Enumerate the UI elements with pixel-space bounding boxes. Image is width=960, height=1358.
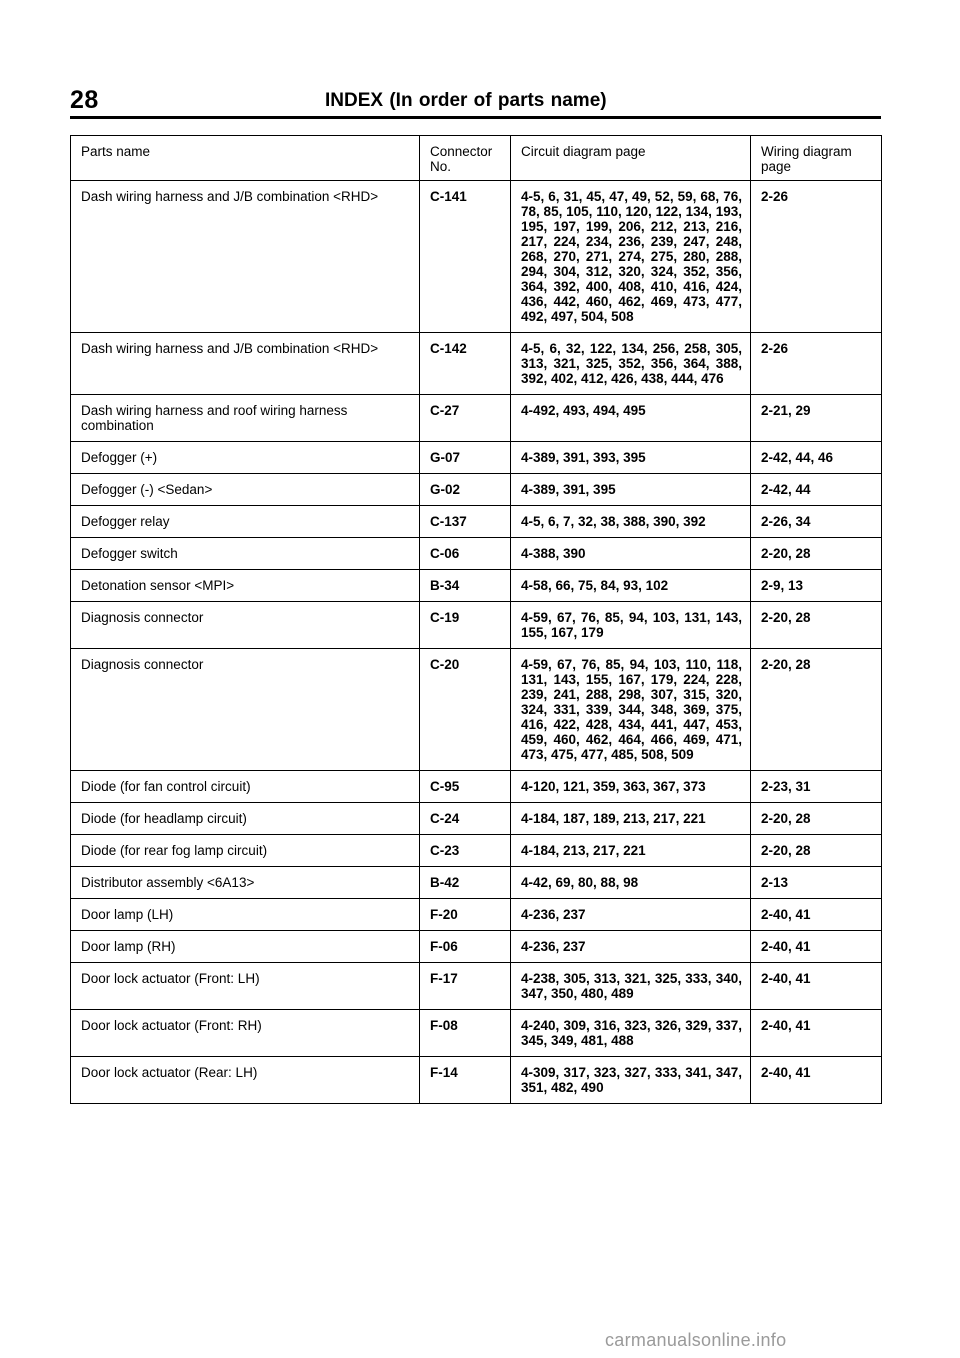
wiring-page-cell: 2-23, 31 <box>751 771 882 803</box>
wiring-page-cell: 2-26 <box>751 181 882 333</box>
circuit-page-cell: 4-5, 6, 7, 32, 38, 388, 390, 392 <box>511 506 751 538</box>
table-row <box>71 1010 882 1057</box>
circuit-page-cell: 4-59, 67, 76, 85, 94, 103, 110, 118, 131, 143, 155, 167, 179, 224, 228, 239, 241, 288, 298, 307, 315, 320, 324, 331, 339, 344, 348, 369, 375, 416, 422, 428, 434, 441, 447, 453, 459, 460, 462, 464, 466, 469, 471, 473, 475, 477, 485, 508, 509 <box>511 649 751 771</box>
table-header-row <box>71 136 882 181</box>
parts-name-cell: Defogger relay <box>71 506 420 538</box>
connector-cell: C-141 <box>420 181 511 333</box>
parts-name-cell: Diagnosis connector <box>71 602 420 649</box>
table-row <box>71 963 882 1010</box>
parts-name-cell: Door lock actuator (Front: RH) <box>71 1010 420 1057</box>
wiring-page-cell: 2-13 <box>751 867 882 899</box>
table-row <box>71 333 882 395</box>
circuit-page-cell: 4-5, 6, 31, 45, 47, 49, 52, 59, 68, 76, 78, 85, 105, 110, 120, 122, 134, 193, 195, 197, 199, 206, 212, 213, 216, 217, 224, 234, 236, 239, 247, 248, 268, 270, 271, 274, 275, 280, 288, 294, 304, 312, 320, 324, 352, 356, 364, 392, 400, 408, 410, 416, 424, 436, 442, 460, 462, 469, 473, 477, 492, 497, 504, 508 <box>511 181 751 333</box>
connector-cell: C-20 <box>420 649 511 771</box>
table-row <box>71 899 882 931</box>
circuit-page-cell: 4-309, 317, 323, 327, 333, 341, 347, 351, 482, 490 <box>511 1057 751 1104</box>
circuit-page-cell: 4-236, 237 <box>511 931 751 963</box>
wiring-page-cell: 2-42, 44, 46 <box>751 442 882 474</box>
page-number: 28 <box>70 86 99 114</box>
wiring-page-cell: 2-40, 41 <box>751 1010 882 1057</box>
column-header-parts-name: Parts name <box>71 136 420 181</box>
column-header-connector: Connector No. <box>420 136 511 181</box>
table-row <box>71 442 882 474</box>
parts-name-cell: Dash wiring harness and J/B combination <RHD> <box>71 181 420 333</box>
parts-name-cell: Dash wiring harness and roof wiring harness combination <box>71 395 420 442</box>
circuit-page-cell: 4-389, 391, 393, 395 <box>511 442 751 474</box>
table-row <box>71 649 882 771</box>
connector-cell: G-02 <box>420 474 511 506</box>
circuit-page-cell: 4-389, 391, 395 <box>511 474 751 506</box>
circuit-page-cell: 4-42, 69, 80, 88, 98 <box>511 867 751 899</box>
page-title: INDEX (In order of parts name) <box>325 90 607 111</box>
connector-cell: C-24 <box>420 803 511 835</box>
parts-name-cell: Defogger switch <box>71 538 420 570</box>
circuit-page-cell: 4-184, 187, 189, 213, 217, 221 <box>511 803 751 835</box>
wiring-page-cell: 2-20, 28 <box>751 538 882 570</box>
wiring-page-cell: 2-40, 41 <box>751 931 882 963</box>
connector-cell: C-137 <box>420 506 511 538</box>
connector-cell: F-17 <box>420 963 511 1010</box>
wiring-page-cell: 2-20, 28 <box>751 803 882 835</box>
parts-name-cell: Dash wiring harness and J/B combination <RHD> <box>71 333 420 395</box>
header-rule <box>70 116 881 119</box>
parts-name-cell: Diode (for rear fog lamp circuit) <box>71 835 420 867</box>
wiring-page-cell: 2-40, 41 <box>751 1057 882 1104</box>
parts-name-cell: Door lock actuator (Rear: LH) <box>71 1057 420 1104</box>
wiring-page-cell: 2-26 <box>751 333 882 395</box>
column-header-circuit: Circuit diagram page <box>511 136 751 181</box>
table-row <box>71 395 882 442</box>
table-row <box>71 181 882 333</box>
parts-name-cell: Door lock actuator (Front: LH) <box>71 963 420 1010</box>
wiring-page-cell: 2-26, 34 <box>751 506 882 538</box>
circuit-page-cell: 4-236, 237 <box>511 899 751 931</box>
circuit-page-cell: 4-120, 121, 359, 363, 367, 373 <box>511 771 751 803</box>
parts-name-cell: Door lamp (LH) <box>71 899 420 931</box>
wiring-page-cell: 2-40, 41 <box>751 963 882 1010</box>
connector-cell: F-08 <box>420 1010 511 1057</box>
table-row <box>71 506 882 538</box>
circuit-page-cell: 4-388, 390 <box>511 538 751 570</box>
table-row <box>71 1057 882 1104</box>
watermark: carmanualsonline.info <box>605 1330 787 1350</box>
connector-cell: C-27 <box>420 395 511 442</box>
connector-cell: F-14 <box>420 1057 511 1104</box>
table-row <box>71 771 882 803</box>
parts-name-cell: Distributor assembly <6A13> <box>71 867 420 899</box>
circuit-page-cell: 4-492, 493, 494, 495 <box>511 395 751 442</box>
table-row <box>71 835 882 867</box>
parts-name-cell: Door lamp (RH) <box>71 931 420 963</box>
table-row <box>71 867 882 899</box>
connector-cell: B-42 <box>420 867 511 899</box>
connector-cell: C-06 <box>420 538 511 570</box>
circuit-page-cell: 4-58, 66, 75, 84, 93, 102 <box>511 570 751 602</box>
connector-cell: F-06 <box>420 931 511 963</box>
connector-cell: C-95 <box>420 771 511 803</box>
parts-name-cell: Diode (for headlamp circuit) <box>71 803 420 835</box>
connector-cell: C-19 <box>420 602 511 649</box>
connector-cell: G-07 <box>420 442 511 474</box>
page-header <box>70 86 880 116</box>
parts-index-table <box>70 135 882 1104</box>
table-row <box>71 538 882 570</box>
circuit-page-cell: 4-59, 67, 76, 85, 94, 103, 131, 143, 155, 167, 179 <box>511 602 751 649</box>
parts-name-cell: Detonation sensor <MPI> <box>71 570 420 602</box>
connector-cell: F-20 <box>420 899 511 931</box>
parts-name-cell: Diagnosis connector <box>71 649 420 771</box>
circuit-page-cell: 4-238, 305, 313, 321, 325, 333, 340, 347, 350, 480, 489 <box>511 963 751 1010</box>
connector-cell: C-23 <box>420 835 511 867</box>
wiring-page-cell: 2-20, 28 <box>751 602 882 649</box>
table-row <box>71 931 882 963</box>
wiring-page-cell: 2-20, 28 <box>751 835 882 867</box>
wiring-page-cell: 2-42, 44 <box>751 474 882 506</box>
connector-cell: C-142 <box>420 333 511 395</box>
circuit-page-cell: 4-5, 6, 32, 122, 134, 256, 258, 305, 313, 321, 325, 352, 356, 364, 388, 392, 402, 412, 426, 438, 444, 476 <box>511 333 751 395</box>
wiring-page-cell: 2-40, 41 <box>751 899 882 931</box>
column-header-wiring: Wiring diagram page <box>751 136 882 181</box>
circuit-page-cell: 4-184, 213, 217, 221 <box>511 835 751 867</box>
table-row <box>71 803 882 835</box>
parts-name-cell: Defogger (-) <Sedan> <box>71 474 420 506</box>
wiring-page-cell: 2-9, 13 <box>751 570 882 602</box>
wiring-page-cell: 2-21, 29 <box>751 395 882 442</box>
circuit-page-cell: 4-240, 309, 316, 323, 326, 329, 337, 345, 349, 481, 488 <box>511 1010 751 1057</box>
connector-cell: B-34 <box>420 570 511 602</box>
parts-name-cell: Defogger (+) <box>71 442 420 474</box>
table-row <box>71 474 882 506</box>
parts-name-cell: Diode (for fan control circuit) <box>71 771 420 803</box>
table-row <box>71 602 882 649</box>
wiring-page-cell: 2-20, 28 <box>751 649 882 771</box>
table-row <box>71 570 882 602</box>
